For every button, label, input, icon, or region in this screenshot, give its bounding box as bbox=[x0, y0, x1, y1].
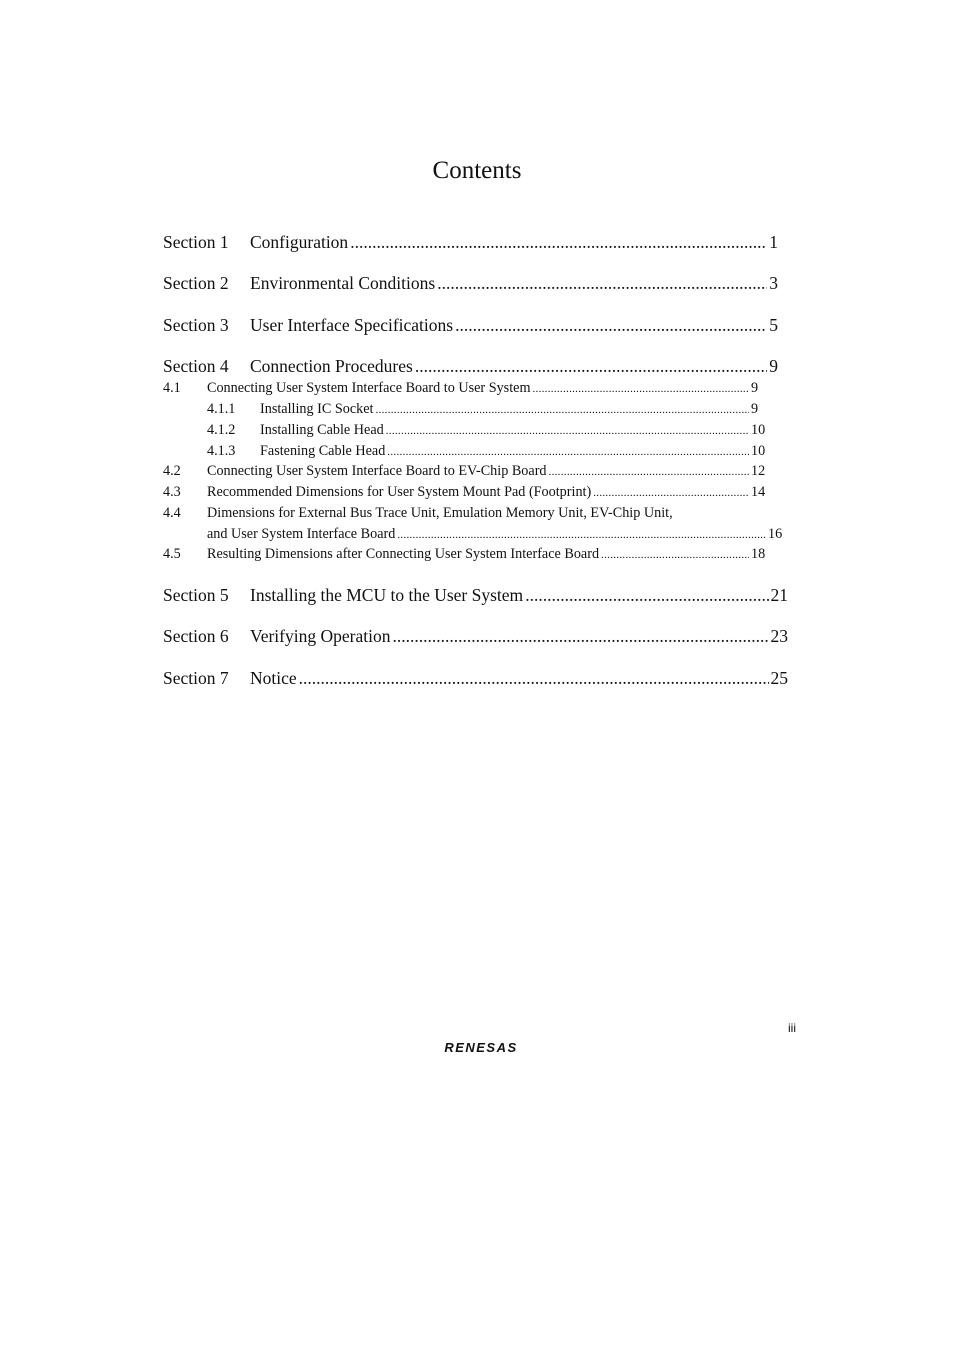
dot-leader bbox=[387, 443, 749, 461]
section-number: Section 7 bbox=[163, 668, 229, 688]
dot-leader bbox=[593, 484, 749, 502]
page-reference: 16 bbox=[768, 526, 783, 542]
toc-entry-section-4[interactable] bbox=[163, 355, 778, 377]
dot-leader bbox=[350, 231, 767, 253]
dot-leader bbox=[437, 272, 767, 294]
page-reference: 12 bbox=[751, 463, 766, 479]
section-title: User Interface Specifications bbox=[250, 315, 454, 335]
toc-entry-section-1[interactable] bbox=[163, 231, 778, 253]
toc-entry-section-2[interactable] bbox=[163, 272, 778, 294]
dot-leader bbox=[525, 584, 768, 606]
subsection-title: Installing IC Socket bbox=[260, 401, 374, 417]
page-reference: 5 bbox=[769, 315, 778, 335]
subsection-title-continued: and User System Interface Board bbox=[207, 526, 396, 542]
section-title: Notice bbox=[250, 668, 297, 688]
page-reference: 9 bbox=[751, 401, 759, 417]
dot-leader bbox=[601, 546, 749, 564]
section-number: Section 6 bbox=[163, 626, 229, 646]
subsection-number: 4.4 bbox=[163, 505, 181, 521]
subsection-number: 4.5 bbox=[163, 546, 181, 562]
toc-entry-4-4-continued[interactable] bbox=[207, 525, 785, 544]
page-reference: 10 bbox=[751, 443, 766, 459]
section-title: Environmental Conditions bbox=[250, 273, 436, 293]
page-reference: 25 bbox=[770, 668, 788, 688]
toc-entry-4-1-3[interactable] bbox=[207, 442, 768, 461]
renesas-logo bbox=[431, 1038, 531, 1056]
section-title: Connection Procedures bbox=[250, 356, 413, 376]
subsection-title: Connecting User System Interface Board to User System bbox=[207, 380, 531, 396]
section-number: Section 2 bbox=[163, 273, 229, 293]
subsection-number: 4.1.2 bbox=[207, 422, 236, 438]
dot-leader bbox=[392, 625, 768, 647]
toc-entry-4-5[interactable] bbox=[163, 545, 768, 564]
subsection-title: Connecting User System Interface Board to EV-Chip Board bbox=[207, 463, 547, 479]
subsection-number: 4.1.3 bbox=[207, 443, 236, 459]
page-reference: 18 bbox=[751, 546, 766, 562]
contents-title: Contents bbox=[432, 157, 522, 184]
subsection-title: Recommended Dimensions for User System Mount Pad (Footprint) bbox=[207, 484, 592, 500]
dot-leader bbox=[455, 314, 767, 336]
subsection-title: Resulting Dimensions after Connecting User System Interface Board bbox=[207, 546, 600, 562]
dot-leader bbox=[386, 422, 749, 440]
section-number: Section 4 bbox=[163, 356, 229, 376]
section-title: Configuration bbox=[250, 232, 349, 252]
page-reference: 14 bbox=[751, 484, 766, 500]
section-number: Section 1 bbox=[163, 232, 229, 252]
page-reference: 9 bbox=[769, 356, 778, 376]
subsection-number: 4.2 bbox=[163, 463, 181, 479]
subsection-title: Installing Cable Head bbox=[260, 422, 384, 438]
section-title: Installing the MCU to the User System bbox=[250, 585, 524, 605]
page-reference: 9 bbox=[751, 380, 759, 396]
toc-entry-4-1-1[interactable] bbox=[207, 400, 768, 419]
dot-leader bbox=[415, 355, 767, 377]
toc-entry-section-6[interactable] bbox=[163, 625, 788, 647]
toc-entry-4-1[interactable] bbox=[163, 379, 768, 398]
toc-entry-section-3[interactable] bbox=[163, 314, 778, 336]
page-number: iii bbox=[788, 1021, 796, 1035]
subsection-number: 4.3 bbox=[163, 484, 181, 500]
toc-entry-section-7[interactable] bbox=[163, 667, 788, 689]
dot-leader bbox=[376, 401, 750, 419]
toc-entry-4-1-2[interactable] bbox=[207, 421, 768, 440]
dot-leader bbox=[299, 667, 769, 689]
subsection-title: Fastening Cable Head bbox=[260, 443, 386, 459]
toc-entry-4-3[interactable] bbox=[163, 483, 768, 502]
dot-leader bbox=[549, 463, 749, 481]
page-reference: 10 bbox=[751, 422, 766, 438]
page-reference: 21 bbox=[770, 585, 788, 605]
section-number: Section 3 bbox=[163, 315, 229, 335]
logo-wordmark: RENESAS bbox=[444, 1040, 518, 1055]
subsection-number: 4.1.1 bbox=[207, 401, 236, 417]
toc-entry-4-2[interactable] bbox=[163, 462, 768, 481]
section-title: Verifying Operation bbox=[250, 626, 391, 646]
dot-leader bbox=[532, 380, 749, 398]
subsection-number: 4.1 bbox=[163, 380, 181, 396]
page-reference: 3 bbox=[769, 273, 778, 293]
toc-entry-4-4[interactable] bbox=[163, 504, 768, 522]
subsection-title: Dimensions for External Bus Trace Unit, Emulation Memory Unit, EV-Chip Unit, bbox=[207, 505, 673, 521]
page-reference: 23 bbox=[770, 626, 788, 646]
dot-leader bbox=[397, 526, 766, 544]
section-number: Section 5 bbox=[163, 585, 229, 605]
page-reference: 1 bbox=[769, 232, 778, 252]
toc-entry-section-5[interactable] bbox=[163, 584, 788, 606]
